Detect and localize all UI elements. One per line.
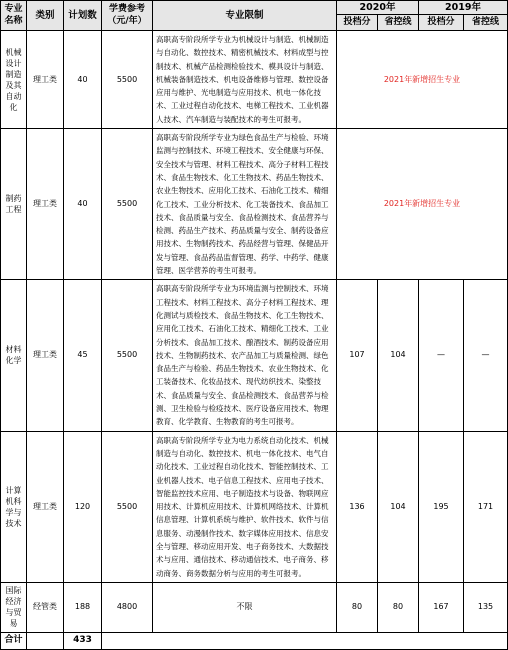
header-2020-control-line: 省控线	[378, 15, 419, 31]
major-name: 国际 经济 与贸 易	[1, 582, 27, 632]
tuition-cell: 5500	[102, 31, 153, 129]
score-2020-cell: 80	[337, 582, 378, 632]
score-2019-cell: —	[419, 280, 464, 431]
table-row	[1, 431, 508, 582]
header-tuition: 学费参考 （元/年）	[102, 1, 153, 31]
line-2019-cell: 135	[464, 582, 508, 632]
tuition-cell: 5500	[102, 280, 153, 431]
restriction-cell: 高职高专阶段所学专业为绿色食品生产与检验、环境监测与控制技术、环境工程技术、安全健康与环保、安全技术与管理、材料工程技术、高分子材料工程技术、食品生物技术、化工生物技术、药品生物技术、农业生物技术、应用化工技术、石油化工技术、精细化工技术、工业分析技术、化工装备技术、食品加工技术、食品质量与安全、食品检测技术、食品营养与检测、药品生产技术、药品质量与安全、制药设备应用技术、生物制药技术、药品经营与管理、保健品开发与管理、食品药品监督管理、药学、中药学、健康管理、医学营养的考生可报考。	[153, 129, 337, 280]
tuition-cell: 5500	[102, 129, 153, 280]
score-2019-cell: 195	[419, 431, 464, 582]
score-2020-cell: 107	[337, 280, 378, 431]
total-label: 合计	[1, 632, 27, 649]
tuition-cell: 4800	[102, 582, 153, 632]
plan-cell: 120	[64, 431, 102, 582]
restriction-cell: 高职高专阶段所学专业为机械设计与制造、机械制造与自动化、数控技术、精密机械技术、材料成型与控制技术、机械产品检测检验技术、模具设计与制造、机械装备制造技术、机电设备维修与管理、数控设备应用与维护、光电制造与应用技术、机电一体化技术、工业过程自动化技术、电梯工程技术、工业机器人技术、汽车制造与装配技术的考生可报考。	[153, 31, 337, 129]
score-2019-cell: 167	[419, 582, 464, 632]
plan-cell: 45	[64, 280, 102, 431]
restriction-cell: 高职高专阶段所学专业为电力系统自动化技术、机械制造与自动化、数控技术、机电一体化技术、电气自动化技术、工业过程自动化技术、智能控制技术、工业机器人技术、电子信息工程技术、应用电子技术、智能监控技术应用、电子制造技术与设备、物联网应用技术、计算机应用技术、计算机网络技术、计算机信息管理、计算机系统与维护、软件技术、软件与信息服务、动漫制作技术、数字媒体应用技术、信息安全与管理、移动应用开发、电子商务技术、大数据技术与应用、通信技术、移动通信技术、电子商务、移动商务、商务数据分析与应用的考生可报考。	[153, 431, 337, 582]
plan-cell: 40	[64, 129, 102, 280]
category-cell: 理工类	[27, 129, 64, 280]
restriction-cell: 高职高专阶段所学专业为环境监测与控制技术、环境工程技术、材料工程技术、高分子材料工程技术、理化测试与质检技术、食品生物技术、化工生物技术、应用化工技术、石油化工技术、精细化工技术、工业分析技术、食品加工技术、酿酒技术、制药设备应用技术、生物制药技术、农产品加工与质量检测、绿色食品生产与检验、药品生物技术、农业生物技术、化工装备技术、化妆品技术、现代纺织技术、染整技术、食品质量与安全、食品检测技术、食品营养与检测、卫生检验与检疫技术、医疗设备应用技术、物理教育、化学教育、生物教育的考生可报考。	[153, 280, 337, 431]
header-year-2020: 2020年	[337, 1, 419, 15]
table-row	[1, 582, 508, 632]
total-plan: 433	[64, 632, 102, 649]
header-2019-control-line: 省控线	[464, 15, 508, 31]
new-major-note: 2021年新增招生专业	[337, 31, 508, 129]
category-cell: 理工类	[27, 31, 64, 129]
new-major-note: 2021年新增招生专业	[337, 129, 508, 280]
category-cell: 理工类	[27, 280, 64, 431]
line-2019-cell: 171	[464, 431, 508, 582]
table-row	[1, 280, 508, 431]
line-2019-cell: —	[464, 280, 508, 431]
total-spacer	[27, 632, 64, 649]
major-name: 计算 机科 学与 技术	[1, 431, 27, 582]
tuition-cell: 5500	[102, 431, 153, 582]
header-plan: 计划数	[64, 1, 102, 31]
category-cell: 理工类	[27, 431, 64, 582]
line-2020-cell: 104	[378, 280, 419, 431]
header-2019-archive-score: 投档分	[419, 15, 464, 31]
restriction-cell: 不限	[153, 582, 337, 632]
plan-cell: 40	[64, 31, 102, 129]
header-category: 类别	[27, 1, 64, 31]
header-restriction: 专业限制	[153, 1, 337, 31]
line-2020-cell: 104	[378, 431, 419, 582]
total-row	[1, 632, 508, 649]
table-row	[1, 31, 508, 129]
table-row	[1, 129, 508, 280]
category-cell: 经管类	[27, 582, 64, 632]
score-2020-cell: 136	[337, 431, 378, 582]
plan-cell: 188	[64, 582, 102, 632]
total-empty	[102, 632, 508, 649]
major-name: 制药 工程	[1, 129, 27, 280]
line-2020-cell: 80	[378, 582, 419, 632]
header-major: 专业 名称	[1, 1, 27, 31]
header-year-2019: 2019年	[419, 1, 508, 15]
header-2020-archive-score: 投档分	[337, 15, 378, 31]
major-name: 材料 化学	[1, 280, 27, 431]
major-name: 机械 设计 制造 及其 自动 化	[1, 31, 27, 129]
